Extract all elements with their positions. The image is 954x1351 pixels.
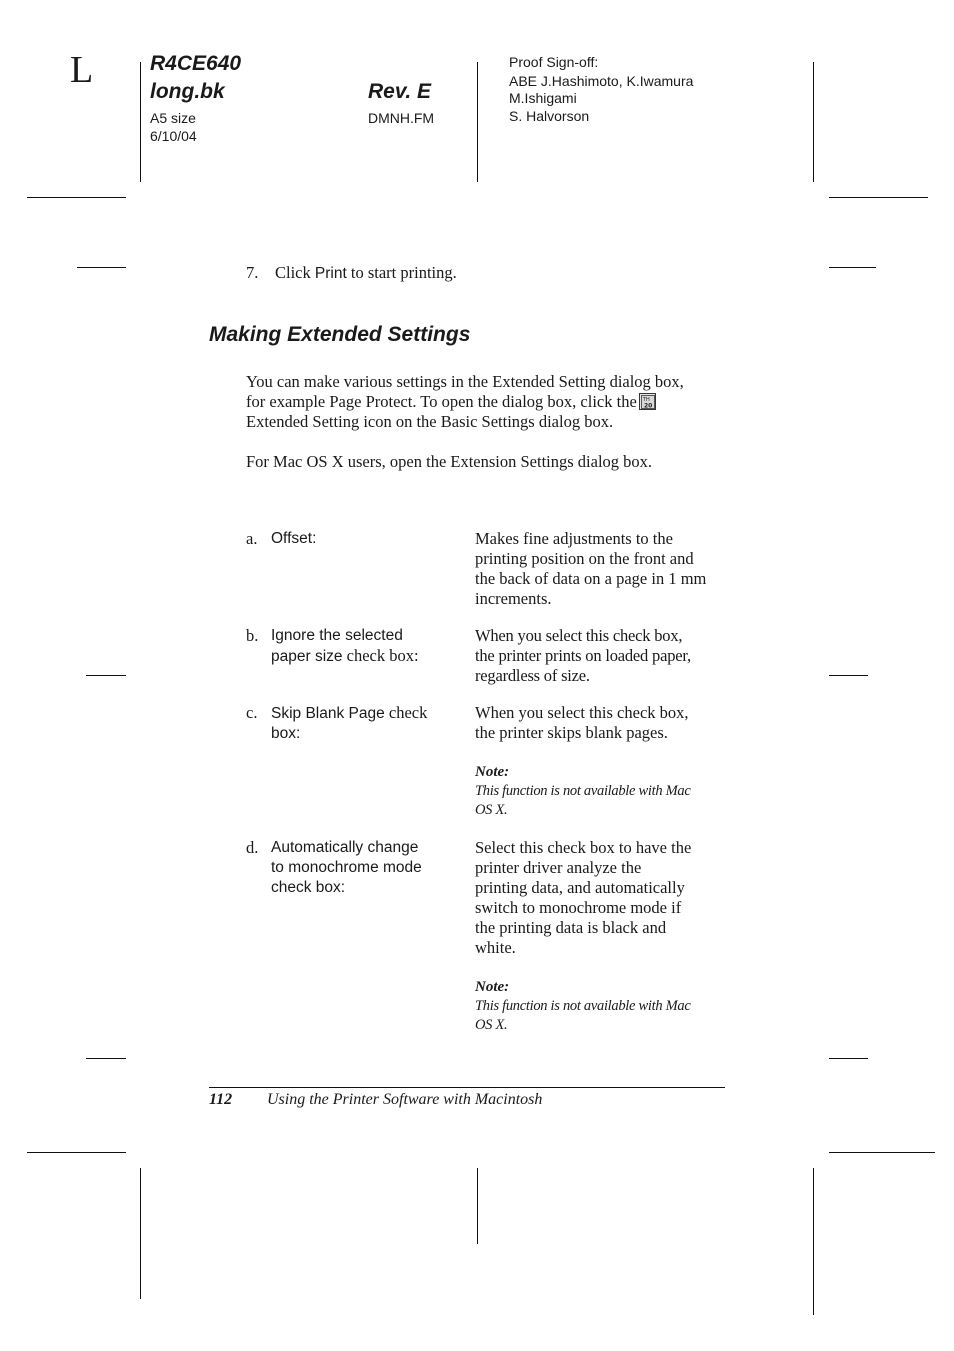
print-button-term: Print: [314, 265, 347, 282]
item-description: When you select this check box, the printer prints on loaded paper, regardless of size.: [475, 626, 691, 685]
chapter-title: Using the Printer Software with Macintosh: [267, 1091, 543, 1108]
intro-paragraph: [246, 372, 726, 432]
crop-mark: [829, 267, 876, 268]
step-text: [275, 263, 457, 284]
note-body: OS X.: [475, 1017, 508, 1033]
page-number: 112: [209, 1091, 233, 1108]
item-letter: a.: [246, 529, 258, 548]
corner-letter: L: [70, 49, 94, 91]
note-body: OS X.: [475, 802, 508, 818]
section-title: Making Extended Settings: [209, 323, 471, 346]
intro-line: Extended Setting icon on the Basic Settings dialog box.: [246, 412, 614, 431]
note-title: Note:: [475, 764, 510, 780]
crop-mark: [77, 267, 126, 268]
svg-text:TH: TH: [642, 397, 650, 403]
crop-mark: [829, 675, 868, 676]
header-code: R4CE640: [150, 52, 242, 75]
crop-mark: [477, 62, 478, 182]
header-book: long.bk: [150, 80, 225, 103]
crop-mark: [140, 62, 141, 182]
crop-mark: [27, 197, 126, 198]
crop-mark: [829, 1152, 935, 1153]
header-date: 6/10/04: [150, 128, 197, 144]
item-label-skip-blank-page: Skip Blank Page check box:: [271, 703, 428, 742]
note-title: Note:: [475, 979, 510, 995]
note: [475, 978, 725, 1035]
item-letter: c.: [246, 703, 258, 722]
step-text-prefix: Click: [275, 263, 315, 282]
intro-line: for example Page Protect. To open the dialog box, click the TH 20: [246, 392, 726, 412]
header-file: DMNH.FM: [368, 110, 435, 126]
note-body: This function is not available with Mac: [475, 998, 691, 1014]
crop-mark: [140, 1168, 141, 1299]
footer-rule: [209, 1087, 725, 1088]
proof-signoff-title: Proof Sign-off:: [509, 54, 599, 70]
proof-signoff-line: S. Halvorson: [509, 108, 590, 124]
extended-setting-icon: [639, 393, 656, 410]
step-number: 7.: [246, 263, 259, 282]
item-label-offset: Offset:: [271, 530, 317, 547]
proof-signoff-line: ABE J.Hashimoto, K.Iwamura: [509, 73, 694, 89]
crop-mark: [829, 197, 928, 198]
item-label-ignore-paper-size: Ignore the selected paper size check box:: [271, 627, 419, 665]
note: [475, 763, 725, 820]
crop-mark: [813, 62, 814, 182]
proof-signoff-line: M.Ishigami: [509, 90, 577, 106]
item-description: Makes fine adjustments to the printing position on the front and the back of data on a page in 1 mm increments.: [475, 529, 707, 608]
item-letter: b.: [246, 626, 259, 645]
crop-mark: [86, 675, 126, 676]
item-description: Select this check box to have the printer driver analyze the printing data, and automatically switch to monochrome mode if the printing data is black and white.: [475, 838, 692, 957]
header-revision: Rev. E: [368, 80, 432, 103]
svg-text:20: 20: [643, 402, 653, 409]
mac-osx-paragraph: For Mac OS X users, open the Extension Settings dialog box.: [246, 452, 653, 471]
crop-mark: [813, 1168, 814, 1315]
crop-mark: [27, 1152, 126, 1153]
item-description: When you select this check box, the printer skips blank pages.: [475, 703, 689, 742]
note-body: This function is not available with Mac: [475, 783, 691, 799]
crop-mark: [477, 1168, 478, 1244]
crop-mark: [829, 1058, 868, 1059]
step-text-suffix: to start printing.: [346, 263, 457, 282]
intro-line: You can make various settings in the Extended Setting dialog box,: [246, 372, 684, 391]
header-size: A5 size: [150, 110, 196, 126]
item-label-auto-monochrome: Automatically change to monochrome mode check box:: [271, 839, 422, 896]
crop-mark: [86, 1058, 126, 1059]
item-letter: d.: [246, 838, 259, 857]
